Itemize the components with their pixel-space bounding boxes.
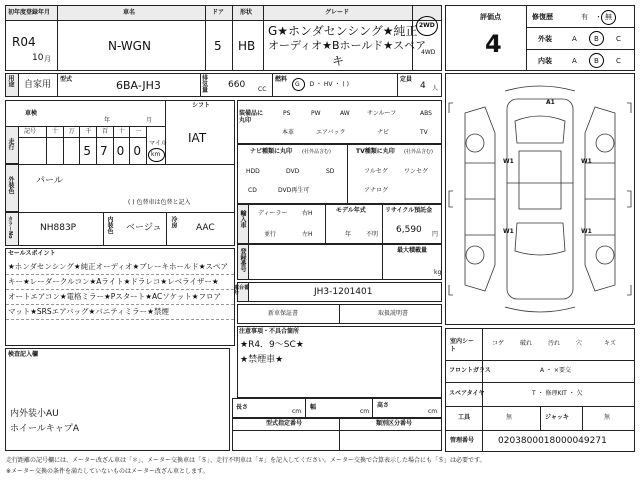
car-name: N-WGN	[108, 39, 151, 53]
equip-sunroof: サンルーフ	[367, 110, 397, 117]
footer-line-1: 走行距離の記号欄には、メーター改ざん車は「＊」、メーター交換車は「＄」、走行不明車は「＃」を記入してください。メーター交換で合算表示した場合にも「＄」は必要です。	[6, 457, 486, 464]
special-note-1: ★R4．9～SC★	[240, 340, 304, 350]
equipment-label: 装備品に丸印	[239, 110, 264, 125]
reg-year: R04	[12, 35, 36, 49]
divider	[397, 73, 398, 97]
equip-aw: AW	[340, 110, 350, 117]
divider	[339, 418, 340, 451]
divider	[19, 137, 146, 138]
mileage-digit: 0	[133, 144, 141, 158]
special-note-2: ★禁煙車★	[240, 355, 284, 365]
mileage-digit-header: 十	[52, 128, 59, 135]
inspection-month-unit: 月	[146, 117, 153, 124]
shift-value: IAT	[188, 131, 207, 145]
disp-unit: CC	[258, 86, 267, 93]
recycle-label: リサイクル預託金	[385, 207, 433, 214]
divider	[445, 430, 635, 431]
mileage-digit-header: 一	[135, 128, 142, 135]
model-value: 6BA-JH3	[116, 79, 161, 92]
tools-value: 無	[506, 414, 513, 421]
equip-airbag: エアバック	[316, 129, 346, 136]
footer-line-2: ※メーター交換の条件を満たしていないものはメーター改ざん車とします。	[6, 468, 209, 475]
equip-pw: PW	[311, 110, 321, 117]
recycle-unit: 円	[432, 231, 439, 238]
length-label: 長さ	[236, 404, 249, 411]
navi-label: ナビ種類に丸印	[250, 148, 293, 155]
digit-divider	[79, 126, 80, 164]
use-value: 自家用	[24, 80, 52, 90]
digit-divider	[96, 126, 97, 164]
ext-a: A	[572, 35, 577, 43]
divider	[412, 5, 413, 71]
manual-label: 取扱説明書	[378, 310, 409, 317]
doors-value: 5	[214, 39, 222, 53]
mark-w1-front-right: W1	[581, 158, 592, 165]
sales-point-line: オートエアコン★電格ミラー★Pスタート★ACソケット★フロア	[8, 292, 222, 301]
ext-b: B	[594, 35, 599, 43]
score-label: 評価点	[480, 13, 501, 21]
import-parallel: 並行	[264, 231, 277, 238]
divider	[146, 126, 147, 164]
model-label: 型式	[60, 76, 73, 83]
import-label: 輸入車	[239, 210, 246, 228]
navi-sd: SD	[326, 168, 335, 175]
int-b: B	[594, 57, 599, 65]
divider	[526, 27, 635, 28]
disp-label: 排気量	[202, 75, 209, 94]
divider	[582, 406, 583, 430]
mileage-digit: 7	[100, 144, 108, 158]
grade-label: グレード	[325, 9, 350, 16]
sales-underline	[6, 289, 234, 290]
max-load-label: 最大積載量	[397, 247, 428, 254]
divider	[57, 73, 58, 97]
chassis-label: 車台番号	[234, 285, 250, 296]
navi-cd: CD	[248, 187, 257, 194]
jack-label: ジャッキ	[545, 414, 569, 421]
color-note: ( ) 色替車は色替と記入	[128, 199, 191, 206]
mile-label: マイル	[149, 140, 167, 147]
sheet-option: 破れ	[520, 340, 533, 347]
divider	[540, 406, 541, 430]
windshield-options: A ・ ×要交	[540, 367, 571, 374]
tv-oneseg: ワンセグ	[404, 168, 429, 175]
import-right-h: 右H	[302, 210, 313, 217]
divider	[46, 126, 47, 164]
shape-label: 形状	[240, 9, 253, 16]
sales-point-line: ★ホンダセンシング★純正オーディオ★ブレーキホールド★スペア	[8, 262, 229, 271]
tv-fullseg: フルセグ	[364, 168, 388, 175]
chassis-number: JH3-1201401	[314, 287, 373, 297]
inspector-block	[5, 348, 230, 451]
color-code-label: カラーNo	[7, 216, 13, 239]
ext-c: C	[616, 35, 621, 43]
tv-note: (社外品含む)	[404, 149, 433, 155]
car-diagram	[445, 73, 635, 325]
divider	[200, 73, 201, 97]
mileage-digit-header: 千	[85, 128, 92, 135]
inspection-year-unit: 年	[104, 117, 111, 124]
grade-line-1: G★ホンダセンシング★純正	[268, 24, 418, 38]
divider	[382, 204, 383, 244]
height-label: 高さ	[377, 402, 390, 409]
use-label: 用途	[7, 75, 14, 87]
grade-line-2: オーディオ★Bホールド★スペア	[268, 39, 427, 52]
special-notes-label: 注意事項・不具合箇所	[239, 328, 300, 335]
shift-label: シフト	[192, 102, 211, 109]
navi-note: (社外品含む)	[302, 149, 331, 155]
interior-color: ベージュ	[126, 223, 162, 233]
divider	[232, 430, 442, 431]
repair-no: 無	[605, 13, 612, 21]
grade-line-3: キ	[332, 54, 345, 68]
sales-underline	[6, 319, 234, 320]
shape-value: HB	[238, 39, 256, 53]
mark-w1-rear-right: W1	[581, 228, 592, 235]
repair-label: 修復歴	[532, 13, 553, 21]
sales-point-line: マット★SRSエアバッグ★バニティミラー★禁煙	[8, 307, 169, 316]
reg-month: 10	[32, 53, 44, 63]
equip-navi: ナビ	[377, 129, 390, 136]
divider	[325, 204, 326, 244]
divider	[205, 5, 206, 71]
equip-leather: 本革	[282, 129, 295, 136]
jack-value: 無	[604, 414, 611, 421]
drive-2wd: 2WD	[419, 22, 435, 29]
interior-grade-label: 内装	[538, 57, 552, 65]
repair-yes: 有	[581, 13, 588, 21]
equip-abs: ABS	[420, 110, 432, 117]
mgmt-label: 管理番号	[450, 437, 475, 444]
capacity-value: 4	[420, 81, 426, 91]
tv-analog: アナログ	[364, 187, 389, 194]
divider	[165, 100, 166, 164]
divider	[526, 49, 635, 50]
sales-point-line: キー★レーダークルコン★Aライト★ドラレコ★レベライザー★	[8, 277, 219, 286]
tv-label: TV種類に丸印	[356, 148, 395, 155]
mgmt-number: 0203800018000049271	[498, 436, 607, 446]
divider	[57, 5, 58, 71]
model-year-unit: 年	[345, 231, 352, 238]
mileage-symbol: 記号	[24, 128, 37, 135]
mileage-digit-header: 万	[68, 128, 75, 135]
doors-label: ドア	[212, 9, 224, 16]
divider	[339, 304, 340, 324]
sheet-option: 汚れ	[548, 340, 561, 347]
dims-block	[232, 398, 442, 418]
mileage-digit-header: 百	[102, 128, 109, 135]
height-unit: cm	[428, 408, 438, 415]
ac-label: 冷房	[170, 216, 177, 228]
digit-divider	[113, 126, 114, 164]
windshield-label: フロントガラス	[449, 367, 491, 374]
sheet-option: 穴	[576, 340, 583, 347]
navi-dvd: DVD	[286, 168, 300, 175]
capacity-label: 定員	[400, 76, 413, 83]
int-a: A	[572, 57, 577, 65]
divider	[372, 398, 373, 418]
spare-tire-label: スペアタイヤ	[449, 390, 485, 397]
disp-value: 660	[228, 80, 246, 90]
inspector-line-2: ホイールキャプA	[10, 424, 79, 434]
divider	[5, 126, 165, 127]
divider	[103, 212, 104, 246]
divider	[445, 382, 635, 383]
width-label: 幅	[310, 404, 317, 411]
length-unit: cm	[292, 408, 302, 415]
mileage-digit-header: 十	[118, 128, 125, 135]
mark-w1-rear-left: W1	[503, 228, 514, 235]
sales-label: セールスポイント	[8, 250, 56, 257]
divider	[166, 212, 167, 246]
digit-divider	[129, 126, 130, 164]
model-year-unknown: 不明	[366, 231, 379, 238]
separator: ・	[595, 13, 602, 21]
divider	[382, 244, 383, 280]
divider	[5, 212, 235, 213]
equipment-block	[237, 100, 442, 144]
inspector-line-1: 内外装小AU	[10, 409, 59, 419]
mileage-digit: 5	[83, 144, 91, 158]
max-load-unit: kg	[434, 269, 442, 276]
interior-color-label: 内装色	[106, 216, 113, 234]
recycle-value: 6,590	[396, 225, 422, 235]
navi-hdd: HDD	[246, 168, 260, 175]
fuel-options: G ・ D ・ HV ・ ( )	[295, 81, 349, 88]
drive-4wd: 4WD	[421, 49, 436, 56]
exterior-label: 外装	[538, 35, 552, 43]
divider	[347, 144, 348, 204]
navi-dvd-play: DVD再生可	[278, 187, 310, 194]
mileage-digit: 0	[116, 144, 125, 158]
km-label: km	[151, 151, 161, 158]
score-value: 4	[485, 30, 502, 58]
inspection-label: 車検	[25, 110, 38, 117]
digit-divider	[63, 126, 64, 164]
divider	[5, 164, 235, 165]
color-label: 外装色	[7, 176, 14, 194]
divider	[263, 5, 264, 71]
new-car-cert: 新車保証書	[268, 310, 299, 317]
color-value: パール	[36, 176, 63, 186]
inspector-label: 検査記入欄	[8, 351, 39, 358]
reg-number-label: 登録番号	[239, 248, 246, 272]
divider	[272, 73, 273, 97]
equip-ps: PS	[283, 110, 291, 117]
ac-value: AAC	[196, 223, 215, 233]
model-designation-label: 型式指定番号	[266, 420, 303, 427]
model-year-label: モデル年式	[336, 207, 366, 214]
color-code: NH883P	[40, 223, 77, 233]
car-name-label: 車名	[123, 9, 136, 16]
import-left-h: 左H	[302, 231, 313, 238]
equip-tv: TV	[420, 129, 428, 136]
first-reg-label: 初年度登録年月	[8, 9, 51, 16]
divider	[232, 5, 233, 71]
mark-a1: A1	[546, 99, 555, 106]
sales-underline	[6, 274, 234, 275]
import-dealer: ディーラー	[258, 210, 288, 217]
width-unit: cm	[360, 408, 370, 415]
sales-underline	[6, 304, 234, 305]
mileage-label: 走行	[7, 138, 14, 150]
mark-w1-front-left: W1	[503, 158, 514, 165]
capacity-unit: 人	[432, 85, 439, 92]
int-c: C	[616, 57, 621, 65]
class-number-label: 類別区分番号	[376, 420, 413, 427]
fuel-label: 燃料	[275, 76, 288, 83]
divider	[305, 398, 306, 418]
spare-options: T ・ 修理KIT ・ 欠	[532, 390, 583, 397]
sheet-option: キズ	[604, 340, 616, 347]
divider	[526, 5, 527, 71]
divider	[445, 360, 635, 361]
tools-label: 工具	[458, 414, 471, 421]
reg-month-unit: 月	[44, 55, 51, 63]
sheet-option: コゲ	[492, 340, 505, 347]
interior-sheet-label: 室内シート	[450, 338, 475, 353]
